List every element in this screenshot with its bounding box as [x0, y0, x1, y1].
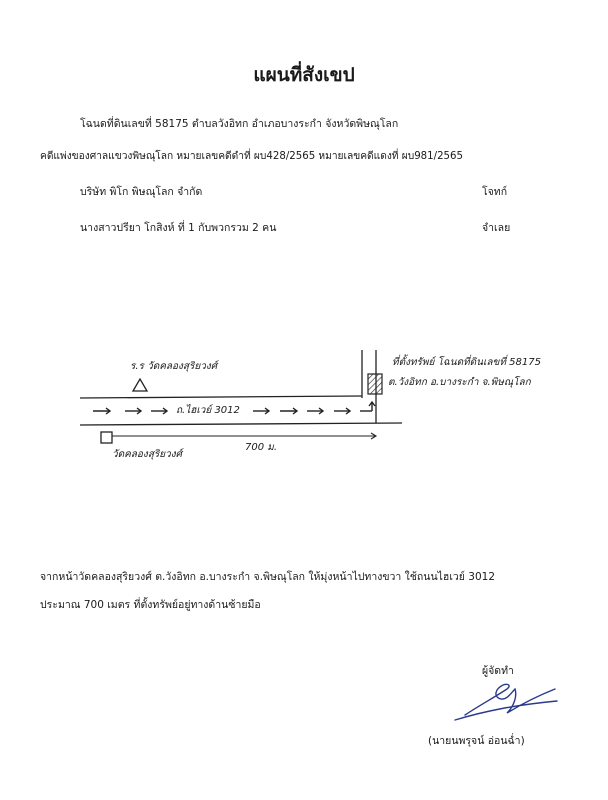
defendant-name: นางสาวปรียา โกสิงห์ ที่ 1 กับพวกรวม 2 คน: [80, 222, 277, 234]
directions-line1: จากหน้าวัดคลองสุริยวงศ์ ต.วังอิทก อ.บางระกำ จ.พิษณุโลก ให้มุ่งหน้าไปทางขวา ใช้ถนนไฮเวย์ 3012: [40, 571, 496, 583]
property-parcel-marker: [368, 374, 382, 394]
directions-line2: ประมาณ 700 เมตร ที่ตั้งทรัพย์อยู่ทางด้านซ้ายมือ: [40, 599, 261, 611]
property-label-line1: ที่ตั้งทรัพย์ โฉนดที่ดินเลขที่ 58175: [392, 357, 541, 368]
property-label-line2: ต.วังอิทก อ.บางระกำ จ.พิษณุโลก: [388, 377, 531, 388]
case-line: คดีแพ่งของศาลแขวงพิษณุโลก หมายเลขคดีดำที่ ผบ428/2565 หมายเลขคดีแดงที่ ผบ981/2565: [40, 151, 464, 162]
plaintiff-name: บริษัท พิโก พิษณุโลก จำกัด: [80, 186, 203, 198]
school-label: ร.ร วัดคลองสุริยวงศ์: [130, 361, 218, 372]
page-title: แผนที่สังเขป: [253, 64, 355, 86]
maker-label: ผู้จัดทำ: [482, 665, 514, 677]
distance-label: 700 ม.: [245, 442, 278, 453]
title-deed-line: โฉนดที่ดินเลขที่ 58175 ตำบลวังอิทก อำเภอบางระกำ จังหวัดพิษณุโลก: [80, 118, 399, 130]
school-triangle-icon: [133, 379, 147, 391]
plaintiff-role: โจทก์: [482, 186, 508, 198]
temple-square-icon: [101, 432, 112, 443]
road-top-edge: [80, 396, 362, 398]
defendant-role: จำเลย: [482, 222, 511, 234]
temple-label: วัดคลองสุริยวงศ์: [112, 449, 182, 460]
road-label: ถ.ไฮเวย์ 3012: [176, 405, 240, 416]
signature-image: [445, 675, 565, 725]
maker-name: (นายนพรุจน์ อ่อนฉ่ำ): [428, 735, 525, 747]
road-bottom-edge: [80, 423, 402, 425]
